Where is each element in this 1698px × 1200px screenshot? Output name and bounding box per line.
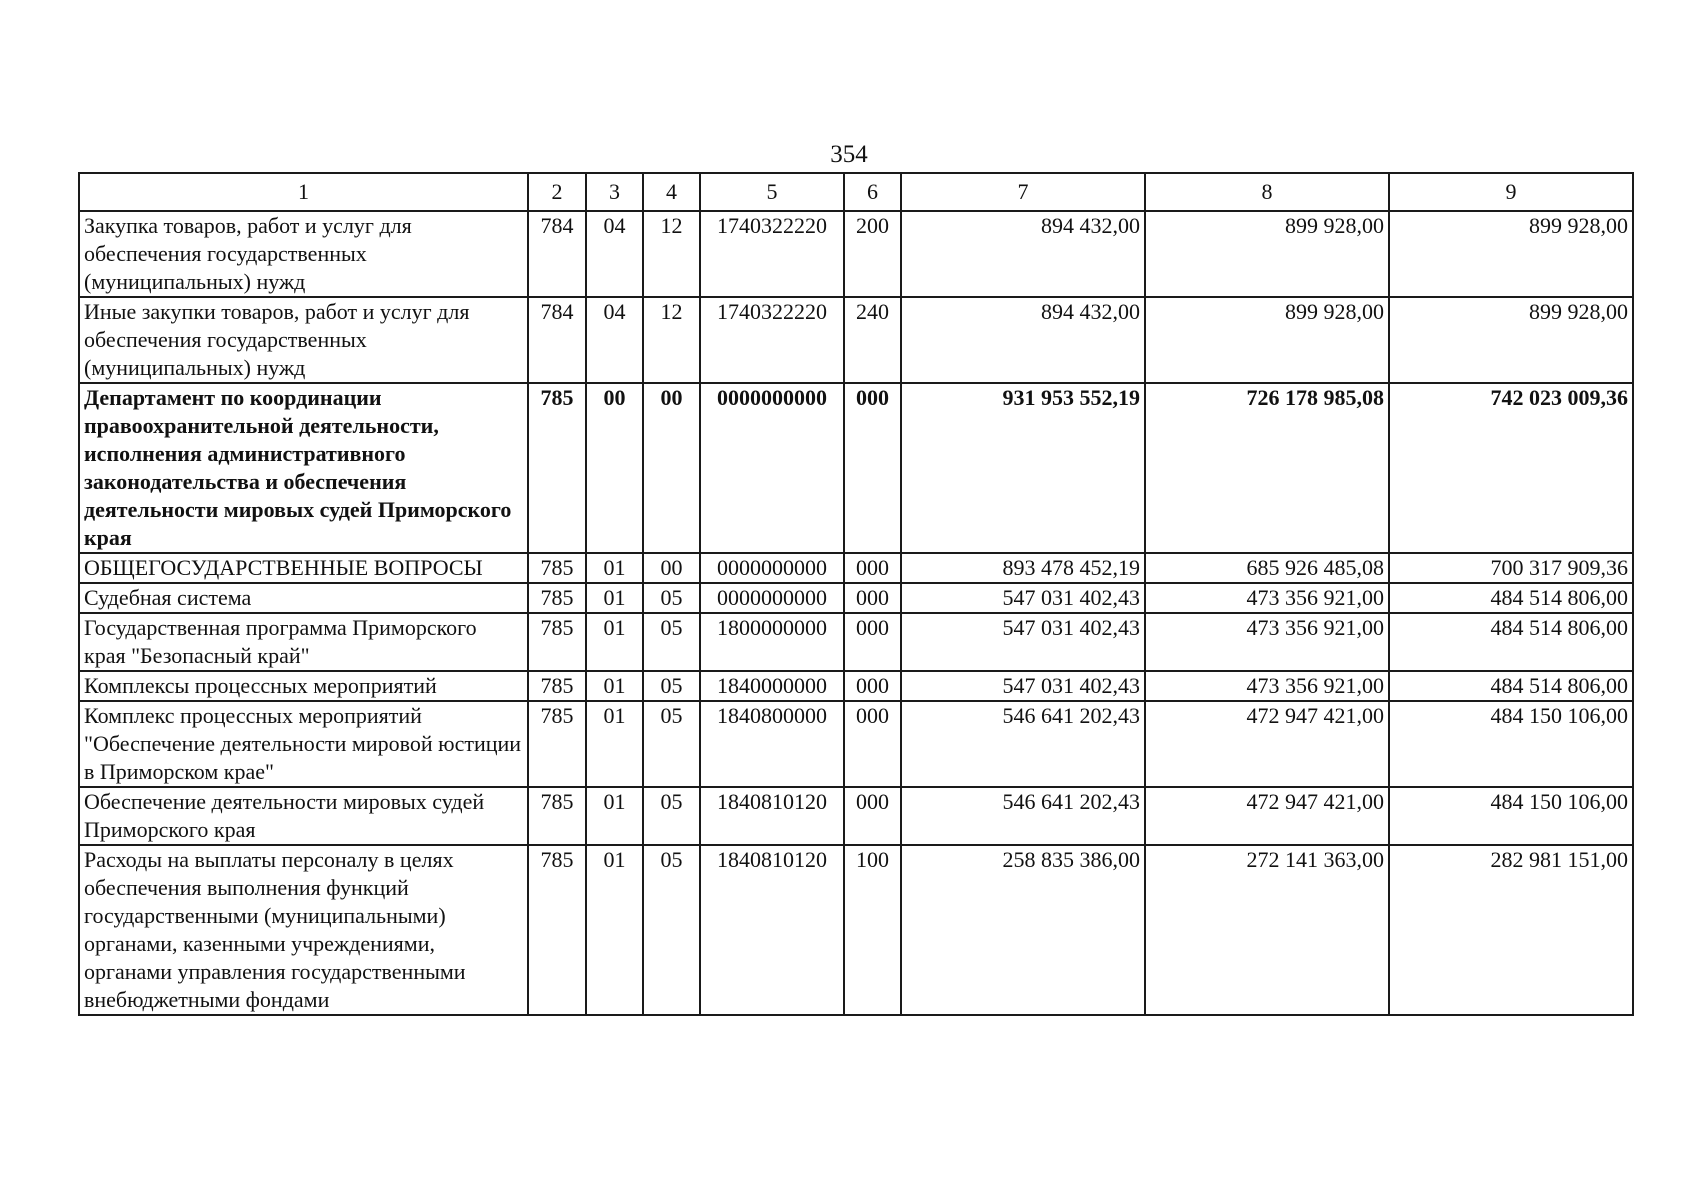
row-col-3: 01 [586,553,643,583]
column-header-1: 1 [79,173,528,211]
row-col-4: 05 [643,701,700,787]
table-row [79,787,1633,845]
row-name: Иные закупки товаров, работ и услуг для обеспечения государственных (муниципальных) нужд [79,297,528,383]
table-row [79,671,1633,701]
row-col-2: 785 [528,701,586,787]
row-col-2: 785 [528,383,586,553]
row-name: Комплексы процессных мероприятий [79,671,528,701]
row-col-6: 000 [844,701,901,787]
row-col-2: 785 [528,553,586,583]
row-col-3: 01 [586,787,643,845]
row-amount-8: 473 356 921,00 [1145,613,1389,671]
row-col-5: 0000000000 [700,583,844,613]
row-col-4: 05 [643,671,700,701]
row-col-5: 1840000000 [700,671,844,701]
row-col-6: 000 [844,583,901,613]
row-amount-7: 547 031 402,43 [901,671,1145,701]
row-col-4: 12 [643,211,700,297]
row-name: Закупка товаров, работ и услуг для обеспечения государственных (муниципальных) нужд [79,211,528,297]
row-col-2: 785 [528,845,586,1015]
row-name: Судебная система [79,583,528,613]
budget-table [78,172,1634,1016]
row-col-4: 00 [643,383,700,553]
row-col-5: 1740322220 [700,211,844,297]
column-header-5: 5 [700,173,844,211]
row-col-6: 000 [844,553,901,583]
row-amount-8: 472 947 421,00 [1145,787,1389,845]
row-amount-9: 484 514 806,00 [1389,583,1633,613]
row-col-5: 1840800000 [700,701,844,787]
row-name: Департамент по координации правоохранительной деятельности, исполнения административного законодательства и обеспечения деятельности мировых судей Приморского края [79,383,528,553]
row-col-3: 04 [586,211,643,297]
column-header-9: 9 [1389,173,1633,211]
header-row [79,173,1633,211]
row-amount-8: 472 947 421,00 [1145,701,1389,787]
row-col-4: 05 [643,613,700,671]
table-row [79,583,1633,613]
row-col-2: 784 [528,297,586,383]
row-name: Расходы на выплаты персоналу в целях обеспечения выполнения функций государственными (муниципальными) органами, казенными учреждениями, органами управления государственными внебюджетными фондами [79,845,528,1015]
row-amount-8: 473 356 921,00 [1145,671,1389,701]
column-header-3: 3 [586,173,643,211]
row-name: Комплекс процессных мероприятий "Обеспечение деятельности мировой юстиции в Приморском крае" [79,701,528,787]
column-header-8: 8 [1145,173,1389,211]
row-col-3: 01 [586,701,643,787]
column-header-7: 7 [901,173,1145,211]
row-col-3: 01 [586,671,643,701]
row-amount-9: 484 514 806,00 [1389,671,1633,701]
row-amount-7: 546 641 202,43 [901,787,1145,845]
row-col-5: 0000000000 [700,383,844,553]
table-row [79,211,1633,297]
row-amount-9: 484 150 106,00 [1389,787,1633,845]
row-amount-7: 546 641 202,43 [901,701,1145,787]
row-col-6: 000 [844,383,901,553]
row-col-3: 00 [586,383,643,553]
row-amount-9: 484 150 106,00 [1389,701,1633,787]
row-amount-7: 894 432,00 [901,297,1145,383]
row-col-3: 01 [586,613,643,671]
row-col-2: 784 [528,211,586,297]
row-amount-7: 547 031 402,43 [901,583,1145,613]
row-amount-7: 258 835 386,00 [901,845,1145,1015]
row-col-6: 000 [844,613,901,671]
row-amount-7: 547 031 402,43 [901,613,1145,671]
row-amount-7: 931 953 552,19 [901,383,1145,553]
row-amount-8: 685 926 485,08 [1145,553,1389,583]
row-col-3: 04 [586,297,643,383]
row-col-6: 000 [844,671,901,701]
row-col-6: 000 [844,787,901,845]
table-row [79,383,1633,553]
row-col-4: 00 [643,553,700,583]
row-amount-8: 272 141 363,00 [1145,845,1389,1015]
column-header-6: 6 [844,173,901,211]
row-col-5: 1840810120 [700,787,844,845]
row-name: ОБЩЕГОСУДАРСТВЕННЫЕ ВОПРОСЫ [79,553,528,583]
row-col-5: 0000000000 [700,553,844,583]
row-col-4: 05 [643,787,700,845]
row-amount-8: 899 928,00 [1145,297,1389,383]
row-col-4: 12 [643,297,700,383]
row-amount-8: 726 178 985,08 [1145,383,1389,553]
row-amount-9: 484 514 806,00 [1389,613,1633,671]
row-amount-9: 899 928,00 [1389,297,1633,383]
row-col-3: 01 [586,583,643,613]
row-amount-9: 700 317 909,36 [1389,553,1633,583]
row-col-4: 05 [643,845,700,1015]
table-row [79,553,1633,583]
column-header-2: 2 [528,173,586,211]
row-amount-7: 893 478 452,19 [901,553,1145,583]
row-col-6: 240 [844,297,901,383]
row-col-2: 785 [528,583,586,613]
row-amount-9: 899 928,00 [1389,211,1633,297]
row-col-3: 01 [586,845,643,1015]
row-col-4: 05 [643,583,700,613]
row-col-2: 785 [528,787,586,845]
row-col-2: 785 [528,613,586,671]
row-amount-9: 742 023 009,36 [1389,383,1633,553]
table-row [79,845,1633,1015]
row-col-5: 1840810120 [700,845,844,1015]
table-row [79,701,1633,787]
row-col-2: 785 [528,671,586,701]
row-name: Государственная программа Приморского края "Безопасный край" [79,613,528,671]
row-amount-7: 894 432,00 [901,211,1145,297]
row-col-5: 1740322220 [700,297,844,383]
table-row [79,613,1633,671]
row-name: Обеспечение деятельности мировых судей Приморского края [79,787,528,845]
row-col-6: 100 [844,845,901,1015]
row-amount-9: 282 981 151,00 [1389,845,1633,1015]
page-number: 354 [830,141,868,168]
row-amount-8: 473 356 921,00 [1145,583,1389,613]
table-row [79,297,1633,383]
row-amount-8: 899 928,00 [1145,211,1389,297]
column-header-4: 4 [643,173,700,211]
row-col-5: 1800000000 [700,613,844,671]
row-col-6: 200 [844,211,901,297]
